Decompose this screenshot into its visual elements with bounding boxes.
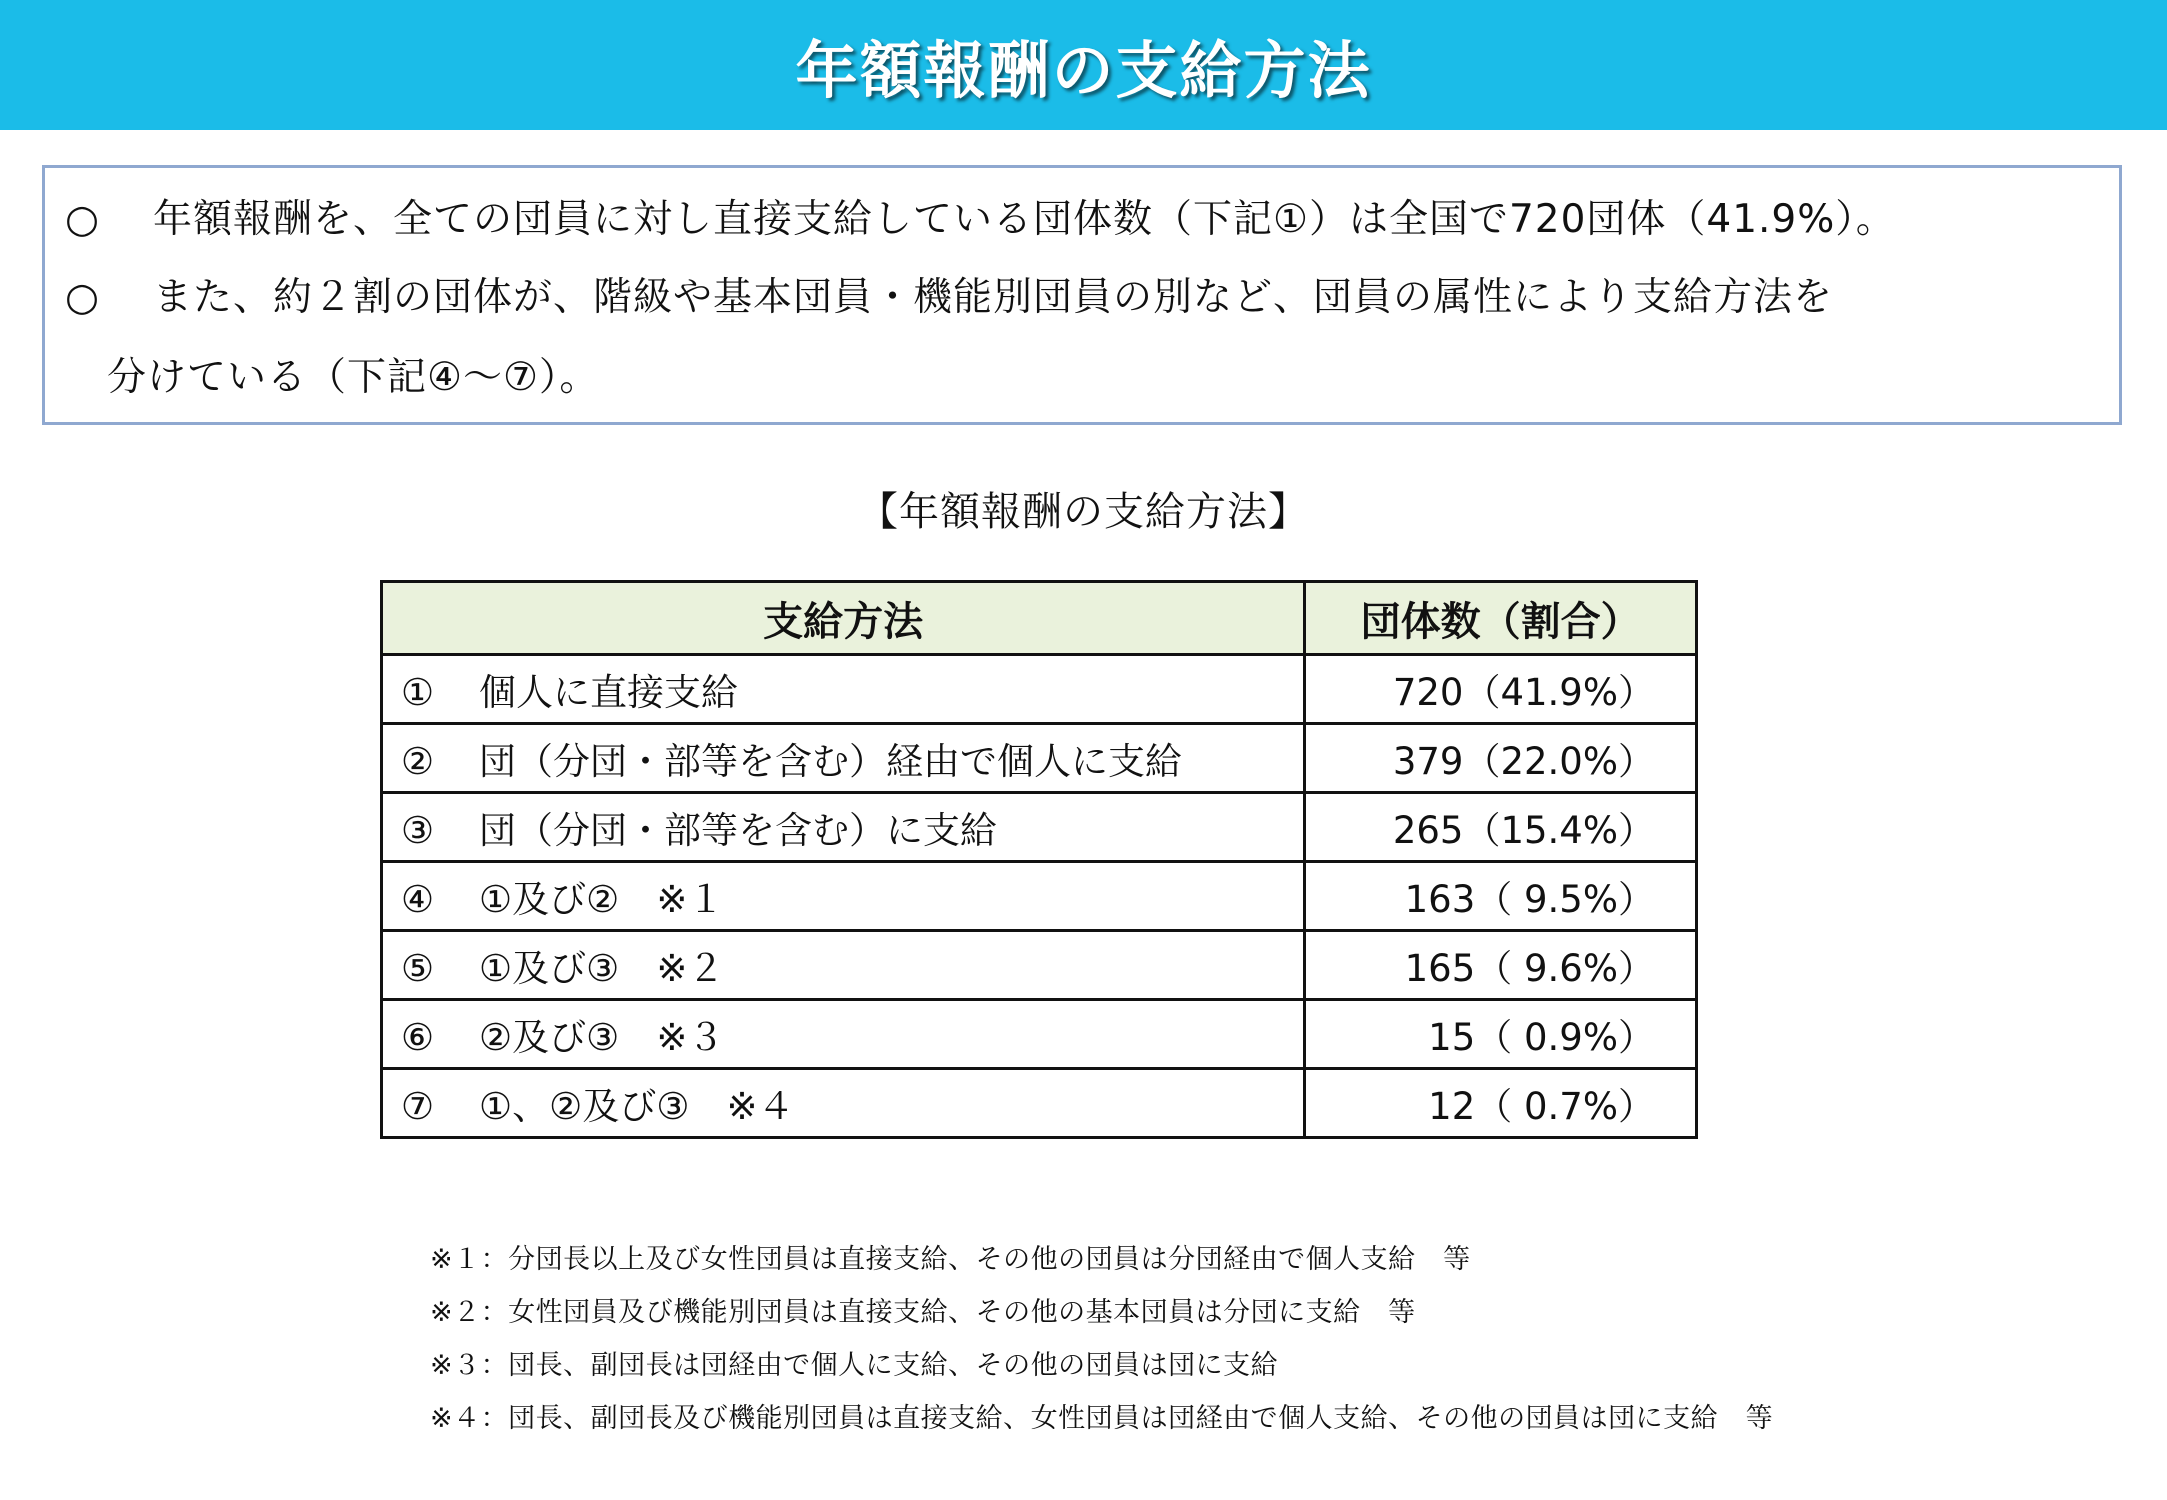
method-cell xyxy=(382,1069,1305,1138)
table-row xyxy=(382,1000,1697,1069)
table-row xyxy=(382,655,1697,724)
method-text: ①及び② ※１ xyxy=(479,878,725,921)
table-caption: 【年額報酬の支給方法】 xyxy=(858,489,1309,535)
method-text: ②及び③ ※３ xyxy=(479,1016,725,1059)
summary-box xyxy=(42,165,2122,425)
count-cell: 720（41.9%） xyxy=(1305,655,1697,724)
bullet-circle-icon: ○ xyxy=(65,197,101,242)
table-row xyxy=(382,793,1697,862)
footnote-4: ※４：団長、副団長及び機能別団員は直接支給、女性団員は団経由で個人支給、その他の団員は団に支給 等 xyxy=(430,1403,1774,1434)
method-cell xyxy=(382,1000,1305,1069)
summary-line-3-text: 分けている（下記④～⑦）。 xyxy=(107,355,600,400)
footnote-3: ※３：団長、副団長は団経由で個人に支給、その他の団員は団に支給 xyxy=(430,1350,1279,1381)
table-row xyxy=(382,862,1697,931)
footnotes xyxy=(430,1240,1773,1452)
header-method: 支給方法 xyxy=(382,582,1305,655)
payment-method-table xyxy=(380,580,1698,1139)
method-cell xyxy=(382,793,1305,862)
count-cell: 165（ 9.6%） xyxy=(1305,931,1697,1000)
row-number: ⑤ xyxy=(401,947,435,990)
table-row xyxy=(382,1069,1697,1138)
summary-line-2 xyxy=(65,274,1833,322)
method-cell xyxy=(382,724,1305,793)
header-count: 団体数（割合） xyxy=(1305,582,1697,655)
method-text: 団（分団・部等を含む）経由で個人に支給 xyxy=(479,740,1182,783)
method-cell xyxy=(382,931,1305,1000)
method-text: 個人に直接支給 xyxy=(479,671,738,714)
method-text: ①、②及び③ ※４ xyxy=(479,1085,795,1128)
row-number: ② xyxy=(401,740,435,783)
method-cell xyxy=(382,862,1305,931)
method-text: ①及び③ ※２ xyxy=(479,947,725,990)
summary-line-1-text: 年額報酬を、全ての団員に対し直接支給している団体数（下記①）は全国で720団体（41.9%）。 xyxy=(153,197,1896,242)
method-text: 団（分団・部等を含む）に支給 xyxy=(479,809,997,852)
count-cell: 12（ 0.7%） xyxy=(1305,1069,1697,1138)
footnote-2: ※２：女性団員及び機能別団員は直接支給、その他の基本団員は分団に支給 等 xyxy=(430,1297,1416,1328)
summary-line-3 xyxy=(107,354,599,402)
method-cell xyxy=(382,655,1305,724)
count-cell: 379（22.0%） xyxy=(1305,724,1697,793)
row-number: ① xyxy=(401,671,435,714)
summary-line-1 xyxy=(65,196,1896,244)
row-number: ⑥ xyxy=(401,1016,435,1059)
bullet-circle-icon: ○ xyxy=(65,275,101,320)
summary-line-2-text: また、約２割の団体が、階級や基本団員・機能別団員の別など、団員の属性により支給方法を xyxy=(153,275,1834,320)
table-row xyxy=(382,931,1697,1000)
row-number: ④ xyxy=(401,878,435,921)
count-cell: 163（ 9.5%） xyxy=(1305,862,1697,931)
footnote-1: ※１：分団長以上及び女性団員は直接支給、その他の団員は分団経由で個人支給 等 xyxy=(430,1244,1471,1275)
table-row xyxy=(382,724,1697,793)
row-number: ③ xyxy=(401,809,435,852)
title-banner xyxy=(0,0,2167,130)
count-cell: 15（ 0.9%） xyxy=(1305,1000,1697,1069)
table-header-row xyxy=(382,582,1697,655)
row-number: ⑦ xyxy=(401,1085,435,1128)
count-cell: 265（15.4%） xyxy=(1305,793,1697,862)
page-title: 年額報酬の支給方法 xyxy=(795,33,1372,107)
